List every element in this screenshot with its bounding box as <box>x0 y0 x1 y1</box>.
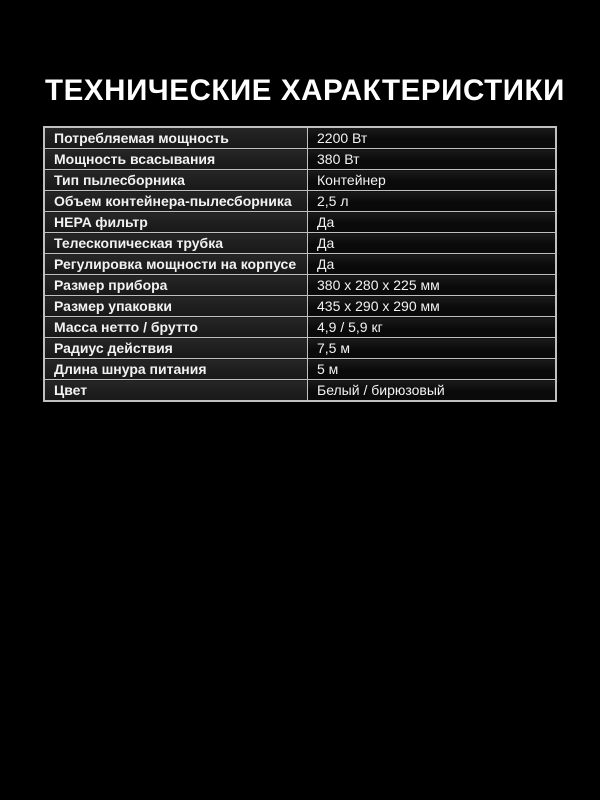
spec-label: Регулировка мощности на корпусе <box>44 254 308 275</box>
spec-label: Размер упаковки <box>44 296 308 317</box>
table-row <box>44 296 556 317</box>
table-row <box>44 127 556 149</box>
spec-value: Да <box>308 212 557 233</box>
spec-value: 5 м <box>308 359 557 380</box>
spec-value: Да <box>308 233 557 254</box>
spec-value: 435 х 290 х 290 мм <box>308 296 557 317</box>
spec-label: Длина шнура питания <box>44 359 308 380</box>
table-row <box>44 380 556 402</box>
spec-value: 380 Вт <box>308 149 557 170</box>
spec-value: 380 х 280 х 225 мм <box>308 275 557 296</box>
spec-value: 7,5 м <box>308 338 557 359</box>
spec-value: 2200 Вт <box>308 127 557 149</box>
table-row <box>44 317 556 338</box>
spec-label: Размер прибора <box>44 275 308 296</box>
table-row <box>44 254 556 275</box>
spec-value: Белый / бирюзовый <box>308 380 557 402</box>
spec-table <box>43 126 557 402</box>
table-row <box>44 191 556 212</box>
table-row <box>44 338 556 359</box>
spec-label: Цвет <box>44 380 308 402</box>
spec-label: Объем контейнера-пылесборника <box>44 191 308 212</box>
table-row <box>44 359 556 380</box>
table-row <box>44 275 556 296</box>
spec-value: 2,5 л <box>308 191 557 212</box>
table-row <box>44 149 556 170</box>
spec-value: Да <box>308 254 557 275</box>
table-row <box>44 233 556 254</box>
spec-label: Телескопическая трубка <box>44 233 308 254</box>
spec-label: Мощность всасывания <box>44 149 308 170</box>
spec-label: Потребляемая мощность <box>44 127 308 149</box>
table-row <box>44 170 556 191</box>
page-title: ТЕХНИЧЕСКИЕ ХАРАКТЕРИСТИКИ <box>45 74 565 107</box>
spec-label: HEPA фильтр <box>44 212 308 233</box>
spec-value: 4,9 / 5,9 кг <box>308 317 557 338</box>
spec-label: Радиус действия <box>44 338 308 359</box>
spec-label: Тип пылесборника <box>44 170 308 191</box>
spec-label: Масса нетто / брутто <box>44 317 308 338</box>
spec-table-body <box>44 127 556 401</box>
table-row <box>44 212 556 233</box>
spec-value: Контейнер <box>308 170 557 191</box>
